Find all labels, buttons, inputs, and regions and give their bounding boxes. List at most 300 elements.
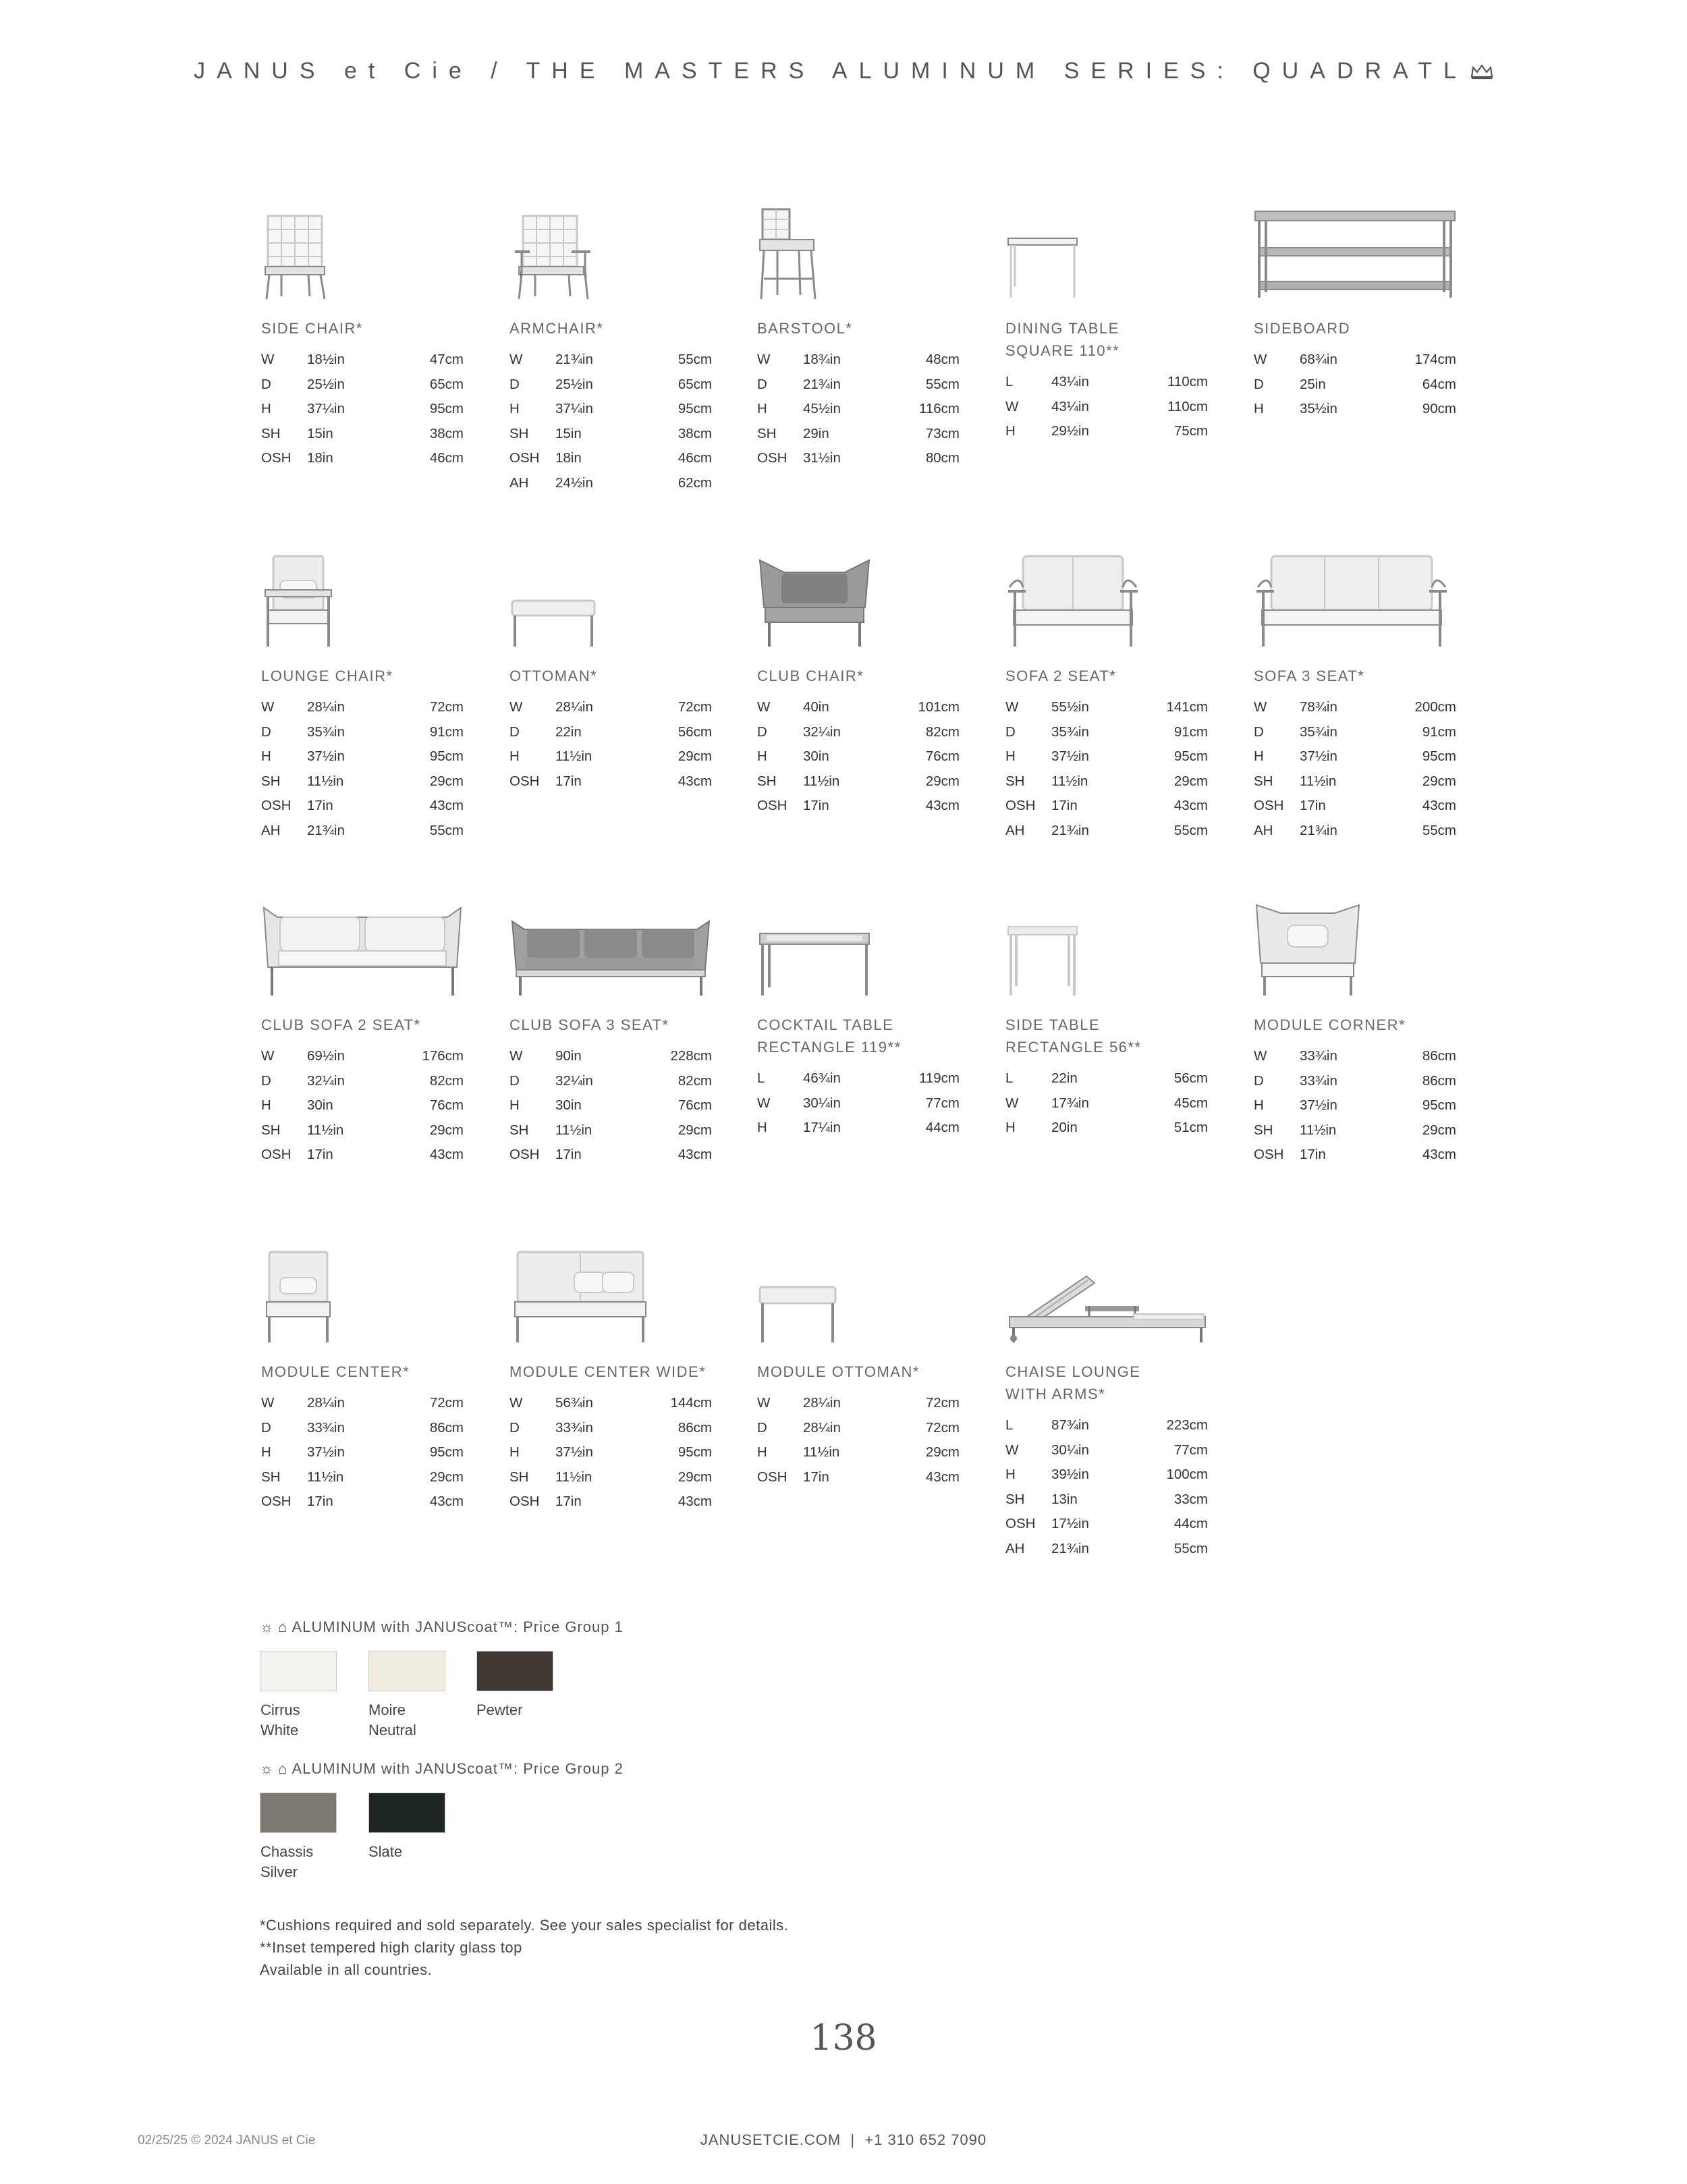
spec-row [509, 450, 712, 475]
spec-inches: 17in [555, 773, 582, 789]
armchair-image [509, 206, 712, 300]
spec-inches: 68¾in [1300, 352, 1337, 367]
swatch-moire-neutral[interactable] [368, 1651, 445, 1691]
spec-inches: 11½in [803, 1444, 840, 1460]
spec-inches: 28¼in [803, 1419, 841, 1436]
product-name: SIDEBOARD [1254, 320, 1351, 337]
spec-label: W [1005, 1095, 1019, 1111]
spec-cm: 176cm [422, 1048, 464, 1064]
spec-cm: 33cm [1173, 1491, 1208, 1507]
crown-icon [1470, 59, 1493, 86]
spec-row [757, 1420, 960, 1445]
spec-inches: 29in [803, 425, 829, 441]
spec-row [757, 1120, 960, 1145]
spec-cm: 29cm [925, 1444, 960, 1460]
spec-label: W [1254, 699, 1267, 715]
spec-label: OSH [509, 450, 540, 466]
spec-cm: 95cm [677, 1444, 712, 1460]
spec-cm: 95cm [677, 401, 712, 416]
spec-row [261, 1395, 464, 1420]
page-header [0, 58, 1687, 86]
spec-inches: 30in [555, 1097, 582, 1113]
spec-label: W [757, 352, 771, 367]
spec-inches: 37½in [1051, 748, 1089, 764]
spec-cm: 29cm [1422, 1122, 1456, 1138]
spec-cm: 91cm [1422, 724, 1456, 740]
spec-inches: 20in [1051, 1120, 1078, 1135]
spec-label: OSH [757, 798, 787, 813]
spec-inches: 32¼in [307, 1072, 345, 1089]
spec-inches: 11½in [555, 1122, 592, 1138]
spec-cm: 95cm [1173, 748, 1208, 764]
swatch-label: Cirrus White [260, 1701, 300, 1739]
spec-cm: 76cm [429, 1097, 464, 1113]
swatch-label: Slate [368, 1843, 403, 1860]
swatch-slate[interactable] [368, 1793, 445, 1833]
spec-cm: 29cm [429, 1469, 464, 1485]
side-chair-image [261, 206, 464, 300]
spec-row [1254, 823, 1456, 848]
spec-row [1254, 1122, 1456, 1147]
spec-inches: 24½in [555, 474, 593, 491]
spec-label: W [261, 1048, 275, 1064]
product-name: CLUB SOFA 2 SEAT* [261, 1016, 421, 1033]
spec-cm: 55cm [1173, 822, 1208, 838]
spec-label: SH [757, 773, 777, 789]
spec-cm: 43cm [925, 1469, 960, 1485]
spec-label: D [1005, 724, 1016, 740]
spec-cm: 95cm [429, 401, 464, 416]
spec-row [757, 450, 960, 475]
spec-cm: 55cm [677, 352, 712, 367]
spec-cm: 101cm [918, 699, 960, 715]
spec-table [1254, 699, 1456, 847]
spec-row [509, 1122, 712, 1147]
spec-cm: 141cm [1166, 699, 1208, 715]
footnotes [260, 1914, 788, 1981]
spec-cm: 43cm [1173, 798, 1208, 813]
sun-icon: ☼ [260, 1760, 275, 1777]
spec-cm: 43cm [1422, 1147, 1456, 1162]
module-corner-image [1254, 902, 1456, 997]
spec-inches: 22in [555, 724, 582, 740]
spec-inches: 18in [555, 450, 582, 466]
spec-cm: 43cm [677, 773, 712, 789]
product-name: MODULE CENTER* [261, 1363, 410, 1380]
footer-contact[interactable]: JANUSETCIE.COM | +1 310 652 7090 [700, 2131, 987, 2148]
spec-inches: 35¾in [307, 724, 345, 740]
spec-row [757, 426, 960, 451]
product-name: SOFA 2 SEAT* [1005, 667, 1117, 684]
club-sofa-3-seat-image [509, 902, 712, 997]
spec-cm: 223cm [1166, 1417, 1208, 1433]
spec-cm: 72cm [677, 699, 712, 715]
spec-inches: 21¾in [1300, 822, 1337, 838]
spec-cm: 43cm [429, 1494, 464, 1509]
spec-label: H [1005, 748, 1016, 764]
spec-cm: 44cm [925, 1120, 960, 1135]
spec-label: AH [1005, 1540, 1025, 1556]
spec-label: W [509, 352, 523, 367]
spec-table [1005, 1417, 1208, 1565]
spec-table [757, 1070, 960, 1145]
spec-row [757, 1070, 960, 1095]
spec-cm: 86cm [1422, 1048, 1456, 1064]
spec-inches: 18in [307, 450, 333, 466]
spec-cm: 29cm [677, 1469, 712, 1485]
spec-label: H [261, 1444, 271, 1460]
spec-table [509, 1048, 712, 1172]
spec-inches: 11½in [307, 1469, 344, 1485]
spec-cm: 82cm [925, 724, 960, 740]
spec-row [757, 1395, 960, 1420]
spec-inches: 11½in [1300, 773, 1337, 789]
spec-row [261, 1073, 464, 1098]
spec-inches: 17in [1051, 798, 1078, 813]
spec-inches: 25in [1300, 376, 1326, 392]
ottoman-image [509, 553, 712, 648]
spec-inches: 21¾in [1051, 1540, 1089, 1556]
spec-label: OSH [509, 1147, 540, 1162]
spec-label: SH [509, 425, 529, 441]
spec-label: D [509, 1072, 520, 1089]
spec-row [509, 1097, 712, 1122]
spec-label: H [261, 1097, 271, 1113]
product-name: CLUB CHAIR* [757, 667, 864, 684]
spec-cm: 56cm [677, 724, 712, 740]
spec-cm: 86cm [429, 1419, 464, 1436]
spec-row [509, 1147, 712, 1172]
spec-label: W [261, 1395, 275, 1411]
spec-row [261, 773, 464, 798]
spec-cm: 110cm [1167, 398, 1208, 414]
spec-label: D [261, 376, 271, 392]
spec-row [1254, 352, 1456, 377]
spec-label: SH [1005, 773, 1025, 789]
product-name: SIDE CHAIR* [261, 320, 363, 337]
swatch-pewter[interactable] [476, 1651, 553, 1691]
footnote: Available in all countries. [260, 1961, 433, 1978]
spec-row [1005, 748, 1208, 773]
spec-label: SH [1005, 1491, 1025, 1507]
spec-row [1005, 1442, 1208, 1467]
spec-row [1005, 1070, 1208, 1095]
finish-group-1-heading: ☼ ⌂ ALUMINUM with JANUScoat™: Price Group 1 [260, 1618, 624, 1635]
page-number: 138 [810, 2018, 877, 2058]
spec-label: D [261, 724, 271, 740]
spec-label: AH [1254, 822, 1273, 838]
spec-label: D [757, 724, 767, 740]
spec-label: H [1005, 1467, 1016, 1482]
product-name: LOUNGE CHAIR* [261, 667, 393, 684]
spec-cm: 200cm [1414, 699, 1456, 715]
side-table-image [1005, 902, 1208, 997]
sun-icon: ☼ [260, 1618, 275, 1635]
spec-label: OSH [261, 798, 292, 813]
spec-row [757, 798, 960, 823]
spec-cm: 75cm [1173, 423, 1208, 439]
spec-label: H [509, 1444, 520, 1460]
spec-cm: 228cm [670, 1048, 712, 1064]
spec-label: OSH [1005, 798, 1036, 813]
spec-table [509, 699, 712, 798]
swatch-chassis-silver[interactable] [260, 1793, 337, 1833]
footer-copyright: 02/25/25 © 2024 JANUS et Cie [138, 2133, 316, 2148]
spec-row [757, 1444, 960, 1469]
catalog-title: JANUS et Cie / THE MASTERS ALUMINUM SERIES: QUADRATL [194, 58, 1468, 84]
spec-inches: 30¼in [803, 1095, 841, 1111]
product-name: BARSTOOL* [757, 320, 853, 337]
spec-row [509, 724, 712, 749]
spec-row [1254, 1147, 1456, 1172]
spec-inches: 25½in [307, 376, 345, 392]
spec-row [261, 1147, 464, 1172]
spec-inches: 46¾in [803, 1070, 841, 1086]
swatch-label: Moire Neutral [368, 1701, 416, 1739]
spec-table [757, 1395, 960, 1494]
spec-inches: 17in [307, 798, 333, 813]
spec-cm: 82cm [429, 1072, 464, 1089]
spec-label: D [757, 1419, 767, 1436]
product-name: OTTOMAN* [509, 667, 598, 684]
product-name: ARMCHAIR* [509, 320, 604, 337]
spec-inches: 11½in [307, 1122, 344, 1138]
spec-cm: 91cm [1173, 724, 1208, 740]
footnote: **Inset tempered high clarity glass top [260, 1939, 522, 1956]
spec-label: H [757, 401, 767, 416]
module-center-image [261, 1249, 464, 1344]
spec-label: H [1005, 423, 1016, 439]
spec-inches: 28¼in [307, 699, 345, 715]
spec-cm: 144cm [670, 1395, 712, 1411]
spec-inches: 18¾in [803, 352, 841, 367]
spec-cm: 77cm [925, 1095, 960, 1111]
swatch-cirrus-white[interactable] [260, 1651, 337, 1691]
spec-label: L [1005, 1417, 1014, 1433]
spec-cm: 29cm [1422, 773, 1456, 789]
spec-label: OSH [1005, 1516, 1036, 1531]
spec-label: OSH [509, 1494, 540, 1509]
spec-cm: 47cm [429, 352, 464, 367]
product-name: DINING TABLE SQUARE 110** [1005, 320, 1120, 359]
spec-label: SH [509, 1122, 529, 1138]
spec-label: W [509, 1048, 523, 1064]
spec-inches: 35¾in [1051, 724, 1089, 740]
spec-cm: 116cm [918, 401, 960, 416]
product-name: MODULE OTTOMAN* [757, 1363, 920, 1380]
spec-row [757, 699, 960, 724]
spec-label: W [1005, 699, 1019, 715]
spec-inches: 17¾in [1051, 1095, 1089, 1111]
spec-row [1005, 1417, 1208, 1442]
spec-inches: 45½in [803, 401, 841, 416]
spec-row [509, 1444, 712, 1469]
spec-label: W [261, 352, 275, 367]
spec-cm: 100cm [1166, 1467, 1208, 1482]
spec-row [1005, 699, 1208, 724]
spec-inches: 17in [803, 798, 829, 813]
spec-cm: 43cm [429, 1147, 464, 1162]
product-name: COCKTAIL TABLE RECTANGLE 119** [757, 1016, 902, 1056]
spec-row [261, 748, 464, 773]
spec-row [509, 426, 712, 451]
spec-row [261, 1469, 464, 1494]
spec-label: W [1005, 1442, 1019, 1458]
spec-row [261, 1122, 464, 1147]
spec-label: H [1254, 748, 1264, 764]
spec-inches: 25½in [555, 376, 593, 392]
swatch-label: Pewter [476, 1701, 523, 1718]
spec-cm: 38cm [429, 425, 464, 441]
spec-inches: 35¾in [1300, 724, 1337, 740]
spec-inches: 37½in [1300, 748, 1337, 764]
spec-row [261, 1494, 464, 1519]
spec-row [509, 352, 712, 377]
barstool-image [757, 206, 960, 300]
spec-table [261, 352, 464, 475]
spec-cm: 29cm [429, 1122, 464, 1138]
spec-label: OSH [261, 1147, 292, 1162]
spec-label: OSH [261, 1494, 292, 1509]
spec-table [1005, 374, 1208, 448]
spec-inches: 28¼in [307, 1395, 345, 1411]
spec-label: OSH [261, 450, 292, 466]
spec-inches: 17in [555, 1494, 582, 1509]
spec-inches: 78¾in [1300, 699, 1337, 715]
spec-cm: 72cm [925, 1419, 960, 1436]
spec-inches: 21¾in [555, 352, 593, 367]
spec-label: W [1254, 1048, 1267, 1064]
spec-cm: 43cm [677, 1494, 712, 1509]
spec-cm: 29cm [925, 773, 960, 789]
spec-label: W [261, 699, 275, 715]
spec-cm: 174cm [1414, 352, 1456, 367]
spec-label: H [261, 401, 271, 416]
spec-row [757, 748, 960, 773]
spec-label: W [1005, 398, 1019, 414]
spec-inches: 32¼in [803, 724, 841, 740]
product-name: CLUB SOFA 3 SEAT* [509, 1016, 669, 1033]
spec-cm: 91cm [429, 724, 464, 740]
spec-cm: 29cm [677, 748, 712, 764]
spec-row [1005, 1492, 1208, 1517]
spec-inches: 17in [1300, 1147, 1326, 1162]
spec-label: H [509, 401, 520, 416]
spec-cm: 77cm [1173, 1442, 1208, 1458]
spec-row [261, 401, 464, 426]
spec-cm: 43cm [925, 798, 960, 813]
spec-row [1254, 401, 1456, 426]
sofa-3-seat-image [1254, 553, 1456, 648]
dining-table-image [1005, 206, 1208, 300]
spec-row [757, 1469, 960, 1494]
spec-cm: 72cm [429, 1395, 464, 1411]
spec-row [1005, 423, 1208, 448]
spec-inches: 33¾in [1300, 1048, 1337, 1064]
product-name: SOFA 3 SEAT* [1254, 667, 1365, 684]
spec-inches: 30¼in [1051, 1442, 1089, 1458]
spec-row [1005, 1095, 1208, 1120]
spec-cm: 90cm [1422, 401, 1456, 416]
spec-inches: 17½in [1051, 1516, 1089, 1531]
spec-inches: 11½in [1051, 773, 1088, 789]
spec-inches: 15in [555, 425, 582, 441]
spec-inches: 33¾in [307, 1419, 345, 1436]
spec-label: W [757, 1395, 771, 1411]
spec-table [261, 699, 464, 847]
spec-row [1254, 1048, 1456, 1073]
spec-cm: 110cm [1167, 374, 1208, 389]
spec-inches: 18½in [307, 352, 345, 367]
spec-label: D [261, 1072, 271, 1089]
spec-inches: 37½in [307, 748, 345, 764]
spec-cm: 65cm [429, 376, 464, 392]
spec-label: D [757, 376, 767, 392]
spec-label: OSH [757, 1469, 787, 1485]
home-icon: ⌂ [278, 1618, 288, 1635]
spec-inches: 11½in [555, 748, 592, 764]
spec-inches: 13in [1051, 1491, 1078, 1507]
spec-inches: 37¼in [555, 401, 593, 416]
spec-label: SH [757, 425, 777, 441]
spec-label: W [757, 1095, 771, 1111]
spec-label: H [509, 1097, 520, 1113]
spec-table [261, 1048, 464, 1172]
spec-inches: 31½in [803, 450, 841, 466]
spec-label: SH [1254, 773, 1273, 789]
spec-inches: 33¾in [555, 1419, 593, 1436]
spec-cm: 44cm [1173, 1516, 1208, 1531]
spec-row [1005, 773, 1208, 798]
spec-inches: 17in [555, 1147, 582, 1162]
spec-row [1005, 1467, 1208, 1492]
spec-inches: 43¼in [1051, 374, 1089, 389]
lounge-chair-image [261, 553, 464, 648]
spec-inches: 90in [555, 1048, 582, 1064]
spec-inches: 39½in [1051, 1467, 1089, 1482]
spec-row [261, 1048, 464, 1073]
spec-cm: 62cm [677, 474, 712, 491]
club-sofa-2-seat-image [261, 902, 464, 997]
spec-row [261, 426, 464, 451]
spec-inches: 37¼in [307, 401, 345, 416]
spec-table [1254, 1048, 1456, 1172]
spec-label: H [757, 1444, 767, 1460]
spec-table [757, 699, 960, 823]
spec-row [1005, 1120, 1208, 1145]
sofa-2-seat-image [1005, 553, 1208, 648]
spec-label: D [509, 376, 520, 392]
spec-row [1005, 823, 1208, 848]
spec-row [509, 1469, 712, 1494]
spec-row [1254, 798, 1456, 823]
spec-table [1005, 699, 1208, 847]
spec-row [261, 1444, 464, 1469]
spec-cm: 43cm [677, 1147, 712, 1162]
spec-cm: 43cm [1422, 798, 1456, 813]
spec-cm: 95cm [1422, 748, 1456, 764]
spec-inches: 28¼in [803, 1395, 841, 1411]
spec-row [509, 1395, 712, 1420]
footnote: *Cushions required and sold separately. See your sales specialist for details. [260, 1917, 789, 1934]
spec-cm: 38cm [677, 425, 712, 441]
module-ottoman-image [757, 1249, 960, 1344]
spec-label: L [757, 1070, 765, 1086]
spec-label: L [1005, 374, 1014, 389]
spec-label: OSH [509, 773, 540, 789]
spec-inches: 30in [803, 748, 829, 764]
spec-table [509, 1395, 712, 1519]
